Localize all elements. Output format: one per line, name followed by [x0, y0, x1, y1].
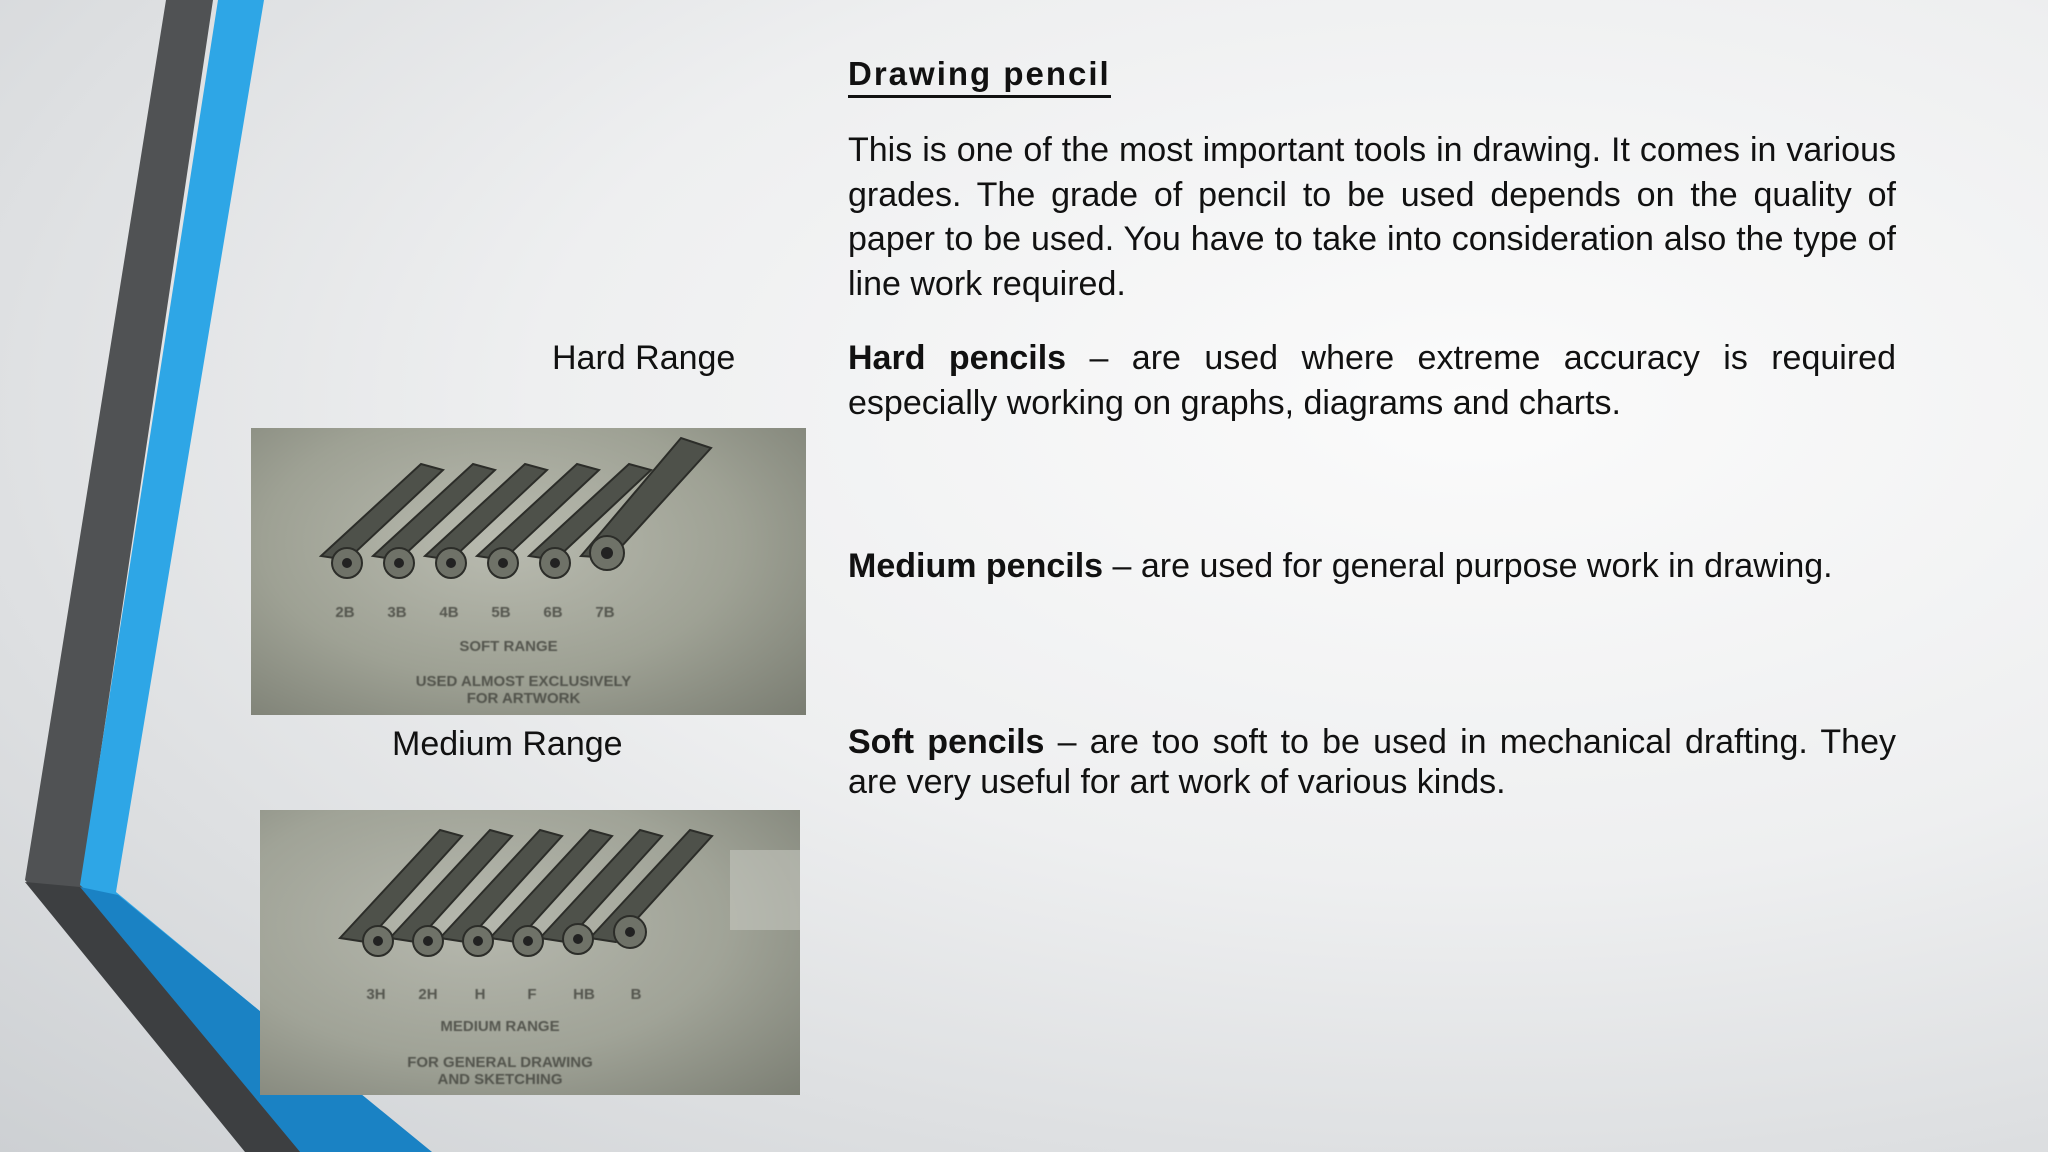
- pencil-lead: [342, 558, 352, 568]
- slide-title: Drawing pencil: [848, 54, 1111, 98]
- pencil-lead: [446, 558, 456, 568]
- pencil-lead: [550, 558, 560, 568]
- pencil-lead: [523, 936, 533, 946]
- page-edge-shadow: [730, 850, 800, 930]
- medium-range-pencils-photo: [260, 810, 800, 1095]
- grade-label: F: [527, 986, 537, 1003]
- pencil-lead: [625, 927, 635, 937]
- hard-pencils-term: Hard pencils: [848, 339, 1067, 377]
- pencils-illustration: [260, 810, 800, 1095]
- grade-label: 3B: [387, 604, 407, 621]
- pencils-illustration: [251, 428, 806, 715]
- soft-pencils-paragraph: [848, 722, 1896, 802]
- pencil-lead: [573, 934, 583, 944]
- hard-pencils-desc: – are used where extreme accuracy is required especially working on graphs, diagrams and charts.: [848, 339, 1896, 422]
- pencil-lead: [394, 558, 404, 568]
- grade-label: 2H: [418, 986, 438, 1003]
- hard-range-label: Hard Range: [552, 339, 736, 377]
- intro-text: This is one of the most important tools in drawing. It comes in various grades. The grade of pencil to be used depends on the quality of paper to be used. You have to take into consideration also the type of line work required.: [848, 131, 1896, 303]
- intro-paragraph: [848, 128, 1896, 306]
- grade-labels: [319, 604, 631, 621]
- soft-pencils-desc: – are too soft to be used in mechanical drafting. They are very useful for art work of various kinds.: [848, 723, 1896, 801]
- pencil-lead: [498, 558, 508, 568]
- pencil-lead: [601, 547, 613, 559]
- range-caption: MEDIUM RANGE: [440, 1018, 560, 1035]
- use-caption-line2: AND SKETCHING: [437, 1071, 563, 1088]
- pencil-lead: [423, 936, 433, 946]
- range-caption: SOFT RANGE: [459, 638, 558, 655]
- hard-pencils-paragraph: [848, 336, 1896, 425]
- medium-pencils-term: Medium pencils: [848, 547, 1104, 585]
- grade-label: 2B: [335, 604, 355, 621]
- grade-label: B: [630, 986, 642, 1003]
- use-caption-line1: USED ALMOST EXCLUSIVELY: [415, 673, 632, 690]
- grade-labels: [350, 986, 662, 1003]
- grade-label: H: [474, 986, 486, 1003]
- use-caption-line1: FOR GENERAL DRAWING: [407, 1054, 593, 1071]
- grade-label: 6B: [543, 604, 563, 621]
- medium-range-label: Medium Range: [392, 725, 623, 763]
- soft-pencils-term: Soft pencils: [848, 723, 1045, 761]
- pencil-lead: [373, 936, 383, 946]
- grade-label: 5B: [491, 604, 511, 621]
- medium-pencils-desc: – are used for general purpose work in drawing.: [1103, 547, 1833, 585]
- soft-range-pencils-photo: [251, 428, 806, 715]
- grade-label: 7B: [595, 604, 615, 621]
- use-caption-line2: FOR ARTWORK: [466, 690, 581, 707]
- medium-pencils-paragraph: [848, 544, 1896, 589]
- grade-label: 4B: [439, 604, 459, 621]
- pencil-lead: [473, 936, 483, 946]
- grade-label: 3H: [366, 986, 386, 1003]
- grade-label: HB: [573, 986, 595, 1003]
